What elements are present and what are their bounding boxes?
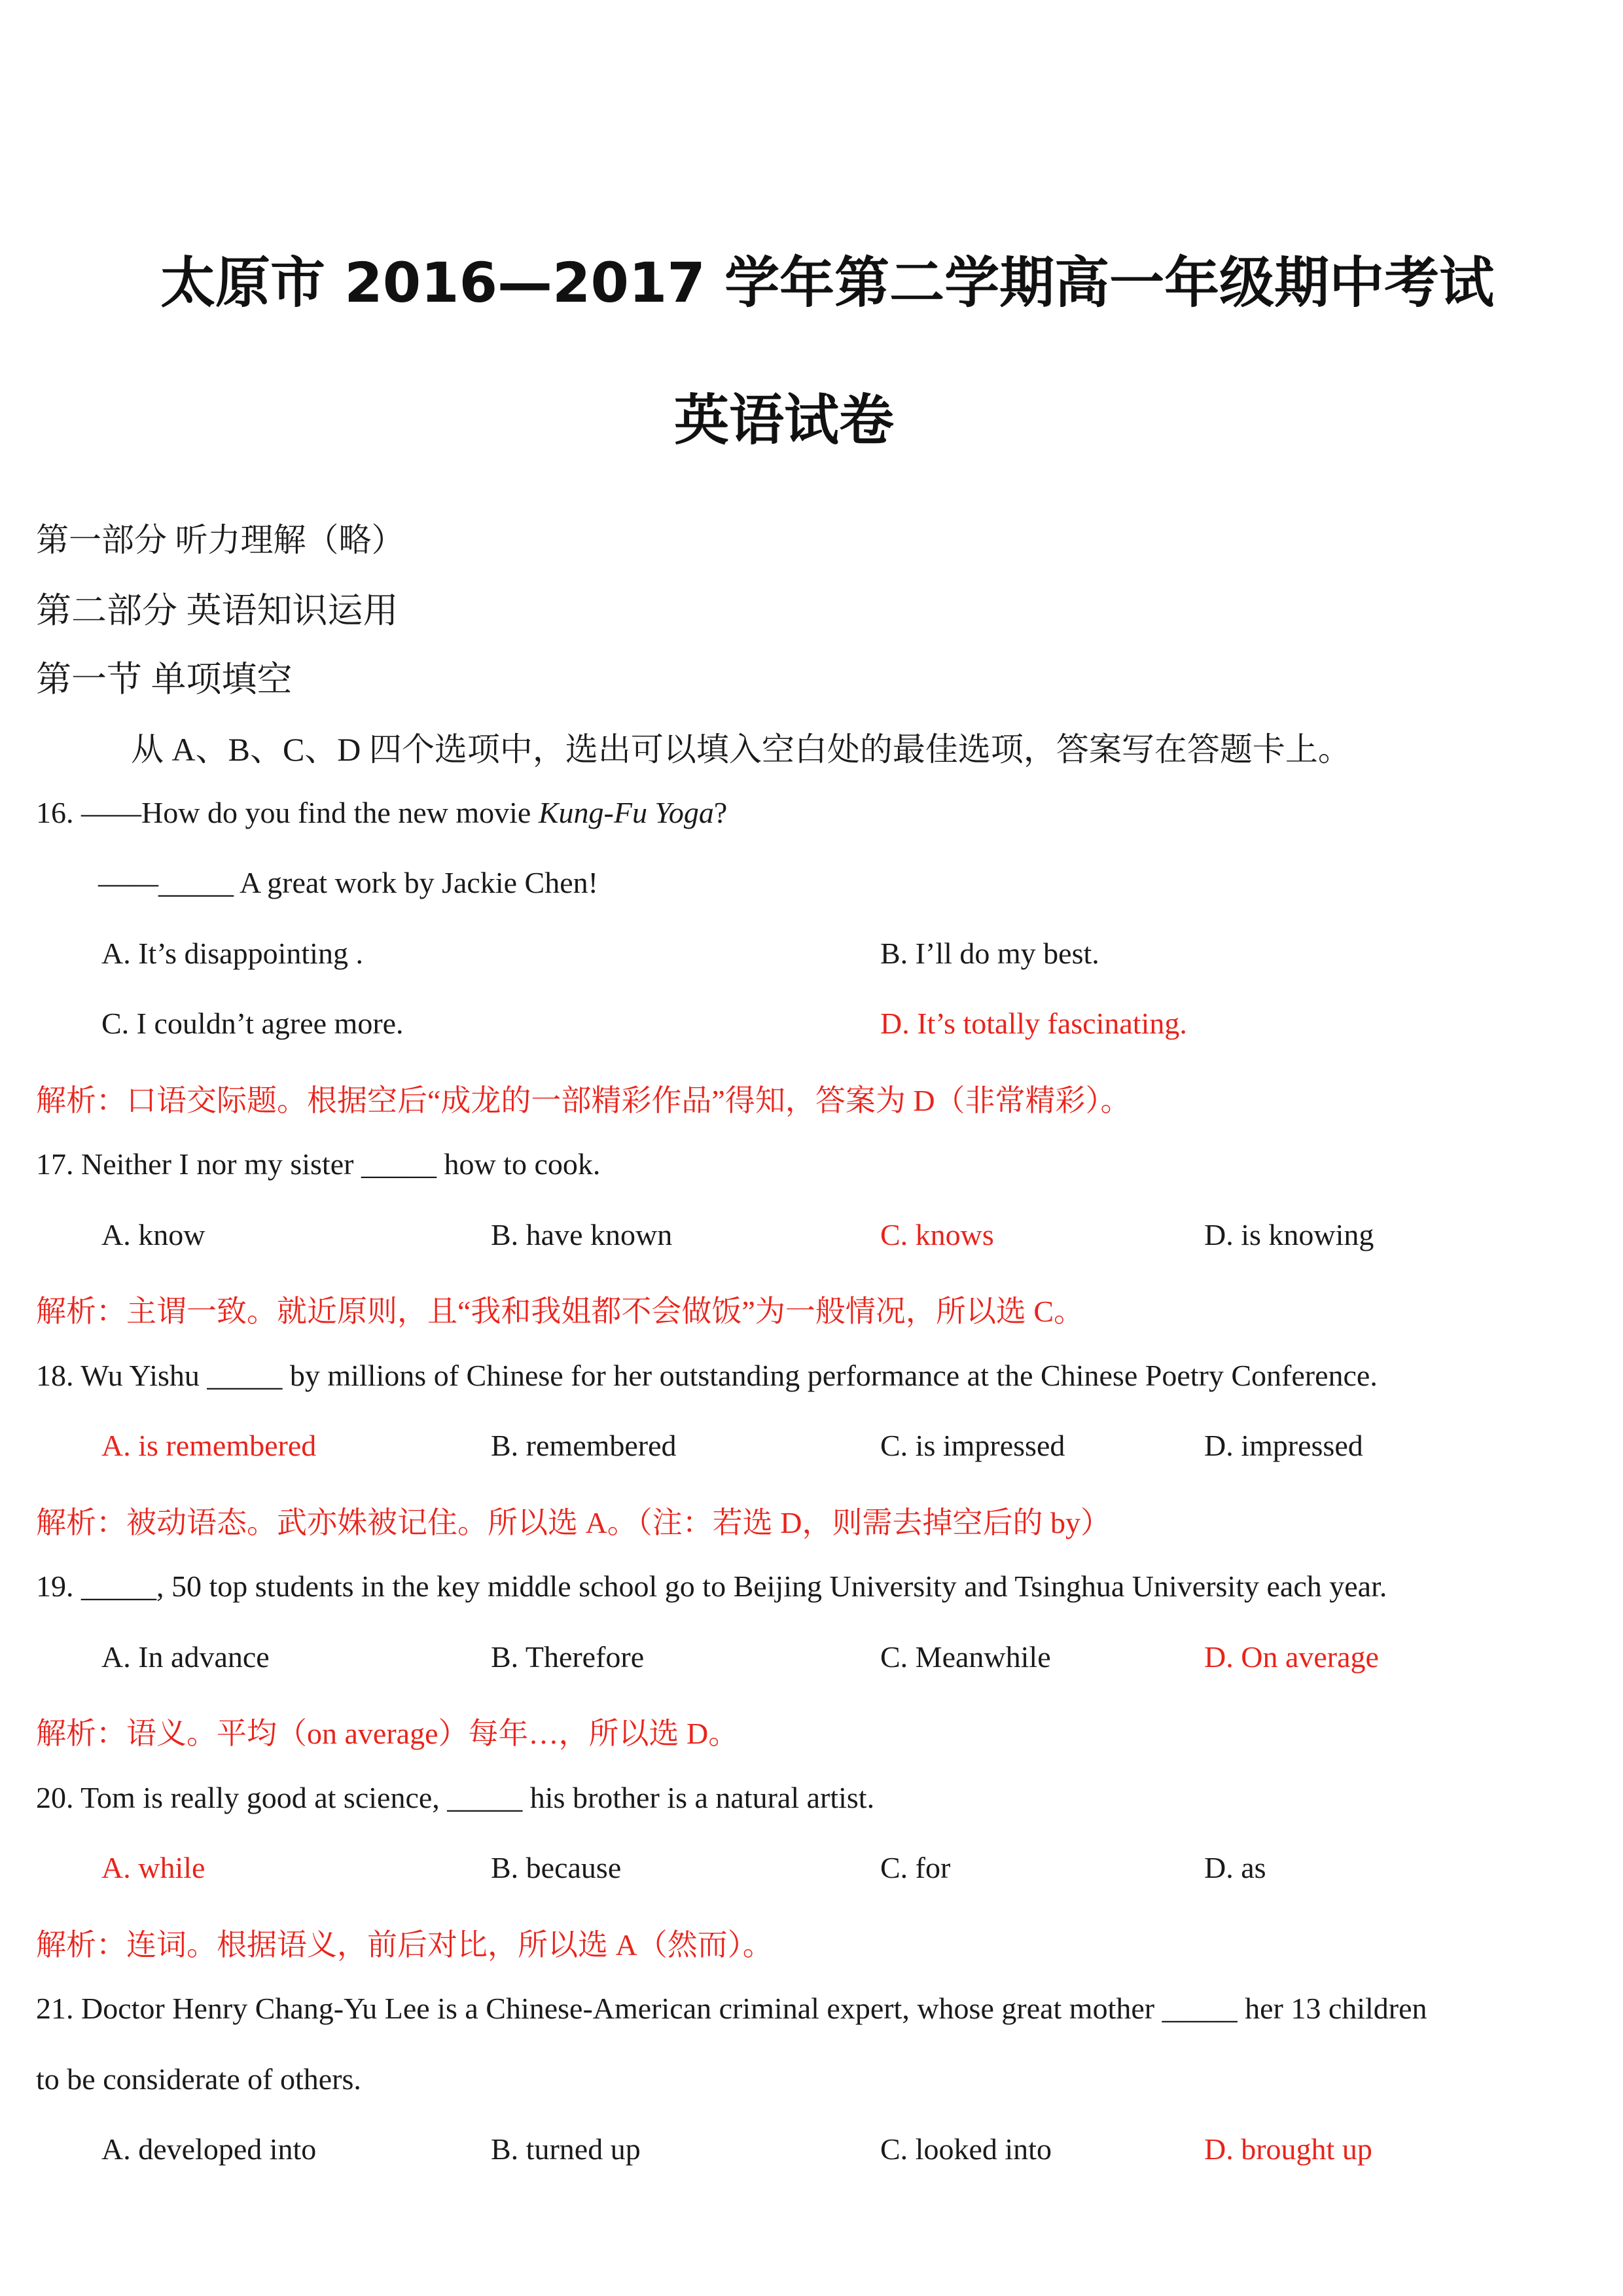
exam-title: 太原市 2016—2017 学年第二学期高一年级期中考试 (160, 251, 1495, 315)
q21-option-c: C. looked into (880, 2132, 1052, 2166)
q19-option-d-answer: D. On average (1204, 1640, 1379, 1674)
q16-option-b: B. I’ll do my best. (880, 937, 1099, 970)
q18-option-a-answer: A. is remembered (101, 1429, 317, 1462)
q16-explanation: 解析：口语交际题。根据空后“成龙的一部精彩作品”得知，答案为 D（非常精彩）。 (36, 1084, 1131, 1117)
q17-option-d: D. is knowing (1204, 1218, 1374, 1251)
q19-explanation: 解析：语义。平均（on average）每年…，所以选 D。 (36, 1717, 739, 1750)
q18-option-b: B. remembered (491, 1429, 677, 1462)
question-17-stem: 17. Neither I nor my sister _____ how to cook. (36, 1147, 601, 1181)
q19-option-c: C. Meanwhile (880, 1640, 1051, 1674)
question-16-number: 16. (36, 796, 74, 829)
q21-option-b: B. turned up (491, 2132, 641, 2166)
q20-option-a-answer: A. while (101, 1851, 205, 1884)
question-16-end: ? (713, 796, 728, 829)
q18-explanation: 解析：被动语态。武亦姝被记住。所以选 A。（注：若选 D，则需去掉空后的 by） (36, 1506, 1111, 1539)
q16-option-c: C. I couldn’t agree more. (101, 1007, 404, 1040)
question-16-text: ——How do you find the new movie (81, 796, 539, 829)
question-18-stem: 18. Wu Yishu _____ by millions of Chinese for her outstanding performance at the Chinese Poetry Conference. (36, 1359, 1378, 1392)
q17-option-c-answer: C. knows (880, 1218, 994, 1251)
q21-option-a: A. developed into (101, 2132, 317, 2166)
q21-option-d-answer: D. brought up (1204, 2132, 1372, 2166)
q17-option-a: A. know (101, 1218, 205, 1251)
question-16-stem (36, 795, 727, 830)
section1-heading: 第一节 单项填空 (36, 660, 293, 699)
q16-option-d-answer: D. It’s totally fascinating. (880, 1007, 1187, 1040)
q19-option-b: B. Therefore (491, 1640, 645, 1674)
question-16-reply: ——_____ A great work by Jackie Chen! (98, 866, 598, 899)
q20-option-b: B. because (491, 1851, 622, 1884)
question-21-stem: 21. Doctor Henry Chang-Yu Lee is a Chinese-American criminal expert, whose great mother _____ her 13 children (36, 1992, 1427, 2025)
instruction: 从 A、B、C、D 四个选项中，选出可以填入空白处的最佳选项，答案写在答题卡上。 (131, 731, 1351, 768)
q18-option-d: D. impressed (1204, 1429, 1363, 1462)
q19-option-a: A. In advance (101, 1640, 270, 1674)
question-20-stem: 20. Tom is really good at science, _____ his brother is a natural artist. (36, 1781, 875, 1814)
q20-explanation: 解析：连词。根据语义，前后对比，所以选 A（然而）。 (36, 1928, 773, 1962)
q17-explanation: 解析：主谓一致。就近原则，且“我和我姐都不会做饭”为一般情况，所以选 C。 (36, 1295, 1084, 1328)
movie-title: Kung-Fu Yoga (538, 796, 714, 829)
q16-option-a: A. It’s disappointing . (101, 937, 363, 970)
question-21-stem-cont: to be considerate of others. (36, 2062, 361, 2096)
question-19-stem: 19. _____, 50 top students in the key middle school go to Beijing University and Tsinghua University each year. (36, 1570, 1387, 1603)
paper-subtitle: 英语试卷 (674, 388, 895, 452)
q18-option-c: C. is impressed (880, 1429, 1065, 1462)
part1-heading: 第一部分 听力理解（略） (36, 522, 404, 558)
q20-option-c: C. for (880, 1851, 951, 1884)
q17-option-b: B. have known (491, 1218, 673, 1251)
part2-heading: 第二部分 英语知识运用 (36, 591, 399, 630)
q20-option-d: D. as (1204, 1851, 1266, 1884)
